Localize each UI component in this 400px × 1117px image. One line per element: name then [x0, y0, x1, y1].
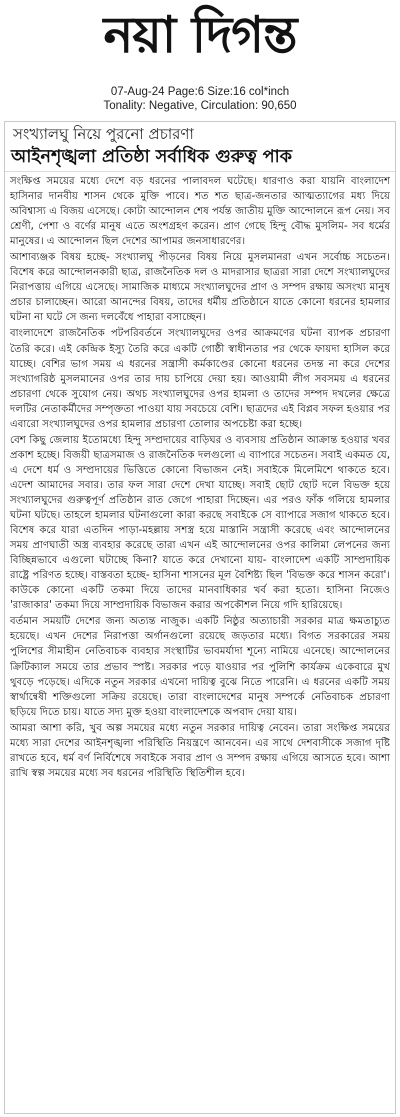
article-kicker: সংখ্যালঘু নিয়ে পুরনো প্রচারণা	[13, 125, 194, 143]
clipping-meta-tonality-circulation: Tonality: Negative, Circulation: 90,650	[103, 100, 297, 112]
article-headline: আইনশৃঙ্খলা প্রতিষ্ঠা সর্বাধিক গুরুত্ব পাক	[5, 145, 395, 172]
clipping-meta-date-page-size: 07-Aug-24 Page:6 Size:16 col*inch	[110, 86, 290, 98]
article-body	[5, 172, 395, 781]
article-paragraph-1: সংক্ষিপ্ত সময়ের মধ্যে দেশে বড় ধরনের পালাবদল ঘটেছে। ধারণাও করা যায়নি বাংলাদেশ হাসিনার দানবীয় শাসন থেকে মুক্তি পাবে। শত শত ছাত্র-জনতার আত্মত্যাগের মধ্য দিয়ে অবিশ্বাস্য এ বিজয় এসেছে। কোটা আন্দোলন শেষ পর্যন্ত জাতীয় মুক্তি আন্দোলনে রূপ নেয়। সব শ্রেণী, পেশা ও বর্ণের মানুষ এতে অংশগ্রহণ করেন। প্রাণ গেছে হিন্দু বৌদ্ধ মুসলিম- সব ধর্মের মানুষের। এ আন্দোলন ছিল দেশের আপামর জনসাধারণের।	[10, 176, 390, 248]
newspaper-logo-text: নয়া দিগন্ত	[103, 5, 297, 64]
article-paragraph-2: আশাব্যঞ্জক বিষয় হচ্ছে- সংখ্যালঘু পীড়নের বিষয় নিয়ে মুসলমানরা এখন সর্বোচ্চ সচেতন। বিশেষ করে আন্দোলনকারী ছাত্র, রাজনৈতিক দল ও মাদরাসার ছাত্ররা সারা দেশে সংখ্যালঘুদের নিরাপত্তায় এগিয়ে এসেছে। সামাজিক মাধ্যমে সংখ্যালঘুদের প্রাণ ও সম্পদ রক্ষায় অসংখ্য মানুষ প্রচার চালাচ্ছেন। আরো আনন্দের বিষয়, তাদের ধর্মীয় প্রতিষ্ঠানে যাতে কোনো ধরনের হামলার ঘটনা না ঘটে সে জন্য দলবেঁধে পাহারা বসাচ্ছেন।	[10, 252, 390, 324]
editorial-article	[4, 121, 396, 1114]
article-paragraph-6: আমরা আশা করি, খুব অল্প সময়ের মধ্যে নতুন সরকার দায়িত্ব নেবেন। তারা সংক্ষিপ্ত সময়ের মধ্যে সারা দেশের আইনশৃঙ্খলা পরিস্থিতি নিয়ন্ত্রণে আনবেন। এর সাথে দেশবাসীকে সজাগ দৃষ্টি রাখতে হবে, ধর্ম বর্ণ নির্বিশেষে সবাইকে সবার প্রাণ ও সম্পদ রক্ষায় এগিয়ে আসতে হবে। আশা রাখি স্বল্প সময়ের মধ্যে সব ধরনের পরিস্থিতি স্থিতিশীল হবে।	[10, 722, 390, 779]
article-paragraph-4: বেশ কিছু জেলায় ইতোমধ্যে হিন্দু সম্প্রদায়ের বাড়িঘর ও ব্যবসায় প্রতিষ্ঠান আক্রান্ত হওয়ার খবর প্রকাশ হচ্ছে। বিজয়ী ছাত্রসমাজ ও রাজনৈতিক দলগুলো এ ব্যাপারে সচেতন। সবাই একমত যে, এ দেশে ধর্ম ও সম্প্রদায়ের ভিত্তিতে কোনো বিভাজন নেই। সবাইকে মিলেমিশে থাকতে হবে। এদেশ আমাদের সবার। তার ফল সারা দেশে দেখা যাচ্ছে। সবাই ছোট ছোট দলে বিভক্ত হয়ে সংখ্যালঘুদের গুরুত্বপূর্ণ প্রতিষ্ঠান রাত জেগে পাহারা দিচ্ছেন। এর পরও ফাঁক গলিয়ে হামলার ঘটনা ঘটছে। তাহলে হামলার ঘটনাগুলো কারা করছে সবাইকে সে ব্যাপারে সজাগ থাকতে হবে। বিশেষ করে যারা এতদিন পাড়া-মহল্লায় সশস্ত্র হয়ে মাস্তানি সন্ত্রাসী করেছে এবং আন্দোলনের সময় প্রাণঘাতী অস্ত্র ব্যবহার করেছে তারা এখন এই আন্দোলনের ওপর কালিমা লেপনের জন্য বিচ্ছিন্নভাবে এগুলো ঘটাচ্ছে কিনা? যাতে করে দেখানো যায়- বাংলাদেশ একটি সাম্প্রদায়িক রাষ্ট্রে পরিণত হচ্ছে। বাস্তবতা হচ্ছে- হাসিনা শাসনের মূল বৈশিষ্ট্য ছিল 'বিভক্ত করে শাসন করো'। কাউকে কোনো একটি তকমা দিয়ে তাদের মানবাধিকার খর্ব করা হতো। হাসিনা নিজেও 'রাজাকার' তকমা দিয়ে সাম্প্রদায়িক বিভাজন করার অপকৌশল নিয়ে গদি হারিয়েছে।	[10, 434, 390, 612]
masthead	[0, 0, 400, 112]
article-paragraph-3: বাংলাদেশে রাজনৈতিক পটপরিবর্তনে সংখ্যালঘুদের ওপর আক্রমণের ঘটনা ব্যাপক প্রচারণা তৈরি করে। এই কেন্দ্রিক ইস্যু তৈরি করে একটি গোষ্ঠী স্বাধীনতার পর থেকে ফায়দা হাসিল করে যাচ্ছে। বেশির ভাগ সময় এ ধরনের সন্ত্রাসী কর্মকাণ্ডের কোনো ধরনের তদন্ত না করে দেশের সংখ্যাগরিষ্ঠ মুসলমানের ওপর তার দায় চাপিয়ে দেয়া হয়। আওয়ামী লীগ সবসময় এ ধরনের প্রচারণা থেকে সুযোগ নেয়। অথচ সংখ্যালঘুদের ওপর হামলা ও তাদের সম্পদ দখলের ক্ষেত্রে দলটির নেতাকর্মীদের সম্পৃক্ততা পাওয়া যায় সবচেয়ে বেশি। ছাত্রদের এই বিপ্লব সফল হওয়ার পর এবারো সংখ্যালঘুদের ওপর হামলার প্রচারণা তোলার অপচেষ্টা করা হচ্ছে।	[10, 328, 390, 430]
newspaper-logo	[60, 2, 340, 68]
article-paragraph-5: বর্তমান সময়টি দেশের জন্য অত্যন্ত নাজুক। একটি নিষ্ঠুর অত্যাচারী সরকার মাত্র ক্ষমতাচ্যুত হয়েছে। এখন দেশের নিরাপত্তা অর্গানগুলো রয়েছে জড়তার মধ্যে। বিগত সরকারের সময় পুলিশের সীমাহীন নেতিবাচক ব্যবহার সংস্থাটির ভাবমর্যাদা শূন্যে নামিয়ে এনেছে। আন্দোলনের ক্রিটিক্যাল সময়ে তার প্রভাব স্পষ্ট। সরকার পড়ে যাওয়ার পর পুলিশি কার্যক্রম একেবারে মুখ থুবড়ে পড়েছে। এদিকে নতুন সরকার এখনো দায়িত্ব বুঝে নিতে পারেনি। এ ধরনের একটি সময় স্বার্থান্বেষী শক্তিগুলো সক্রিয় রয়েছে। তারা বাংলাদেশের মানুষ সম্পর্কে নেতিবাচক প্রচারণা ছড়িয়ে দিতে চায়। যাতে সদ্য মুক্ত হওয়া বাংলাদেশকে অপবাদ দেয়া যায়।	[10, 616, 390, 718]
